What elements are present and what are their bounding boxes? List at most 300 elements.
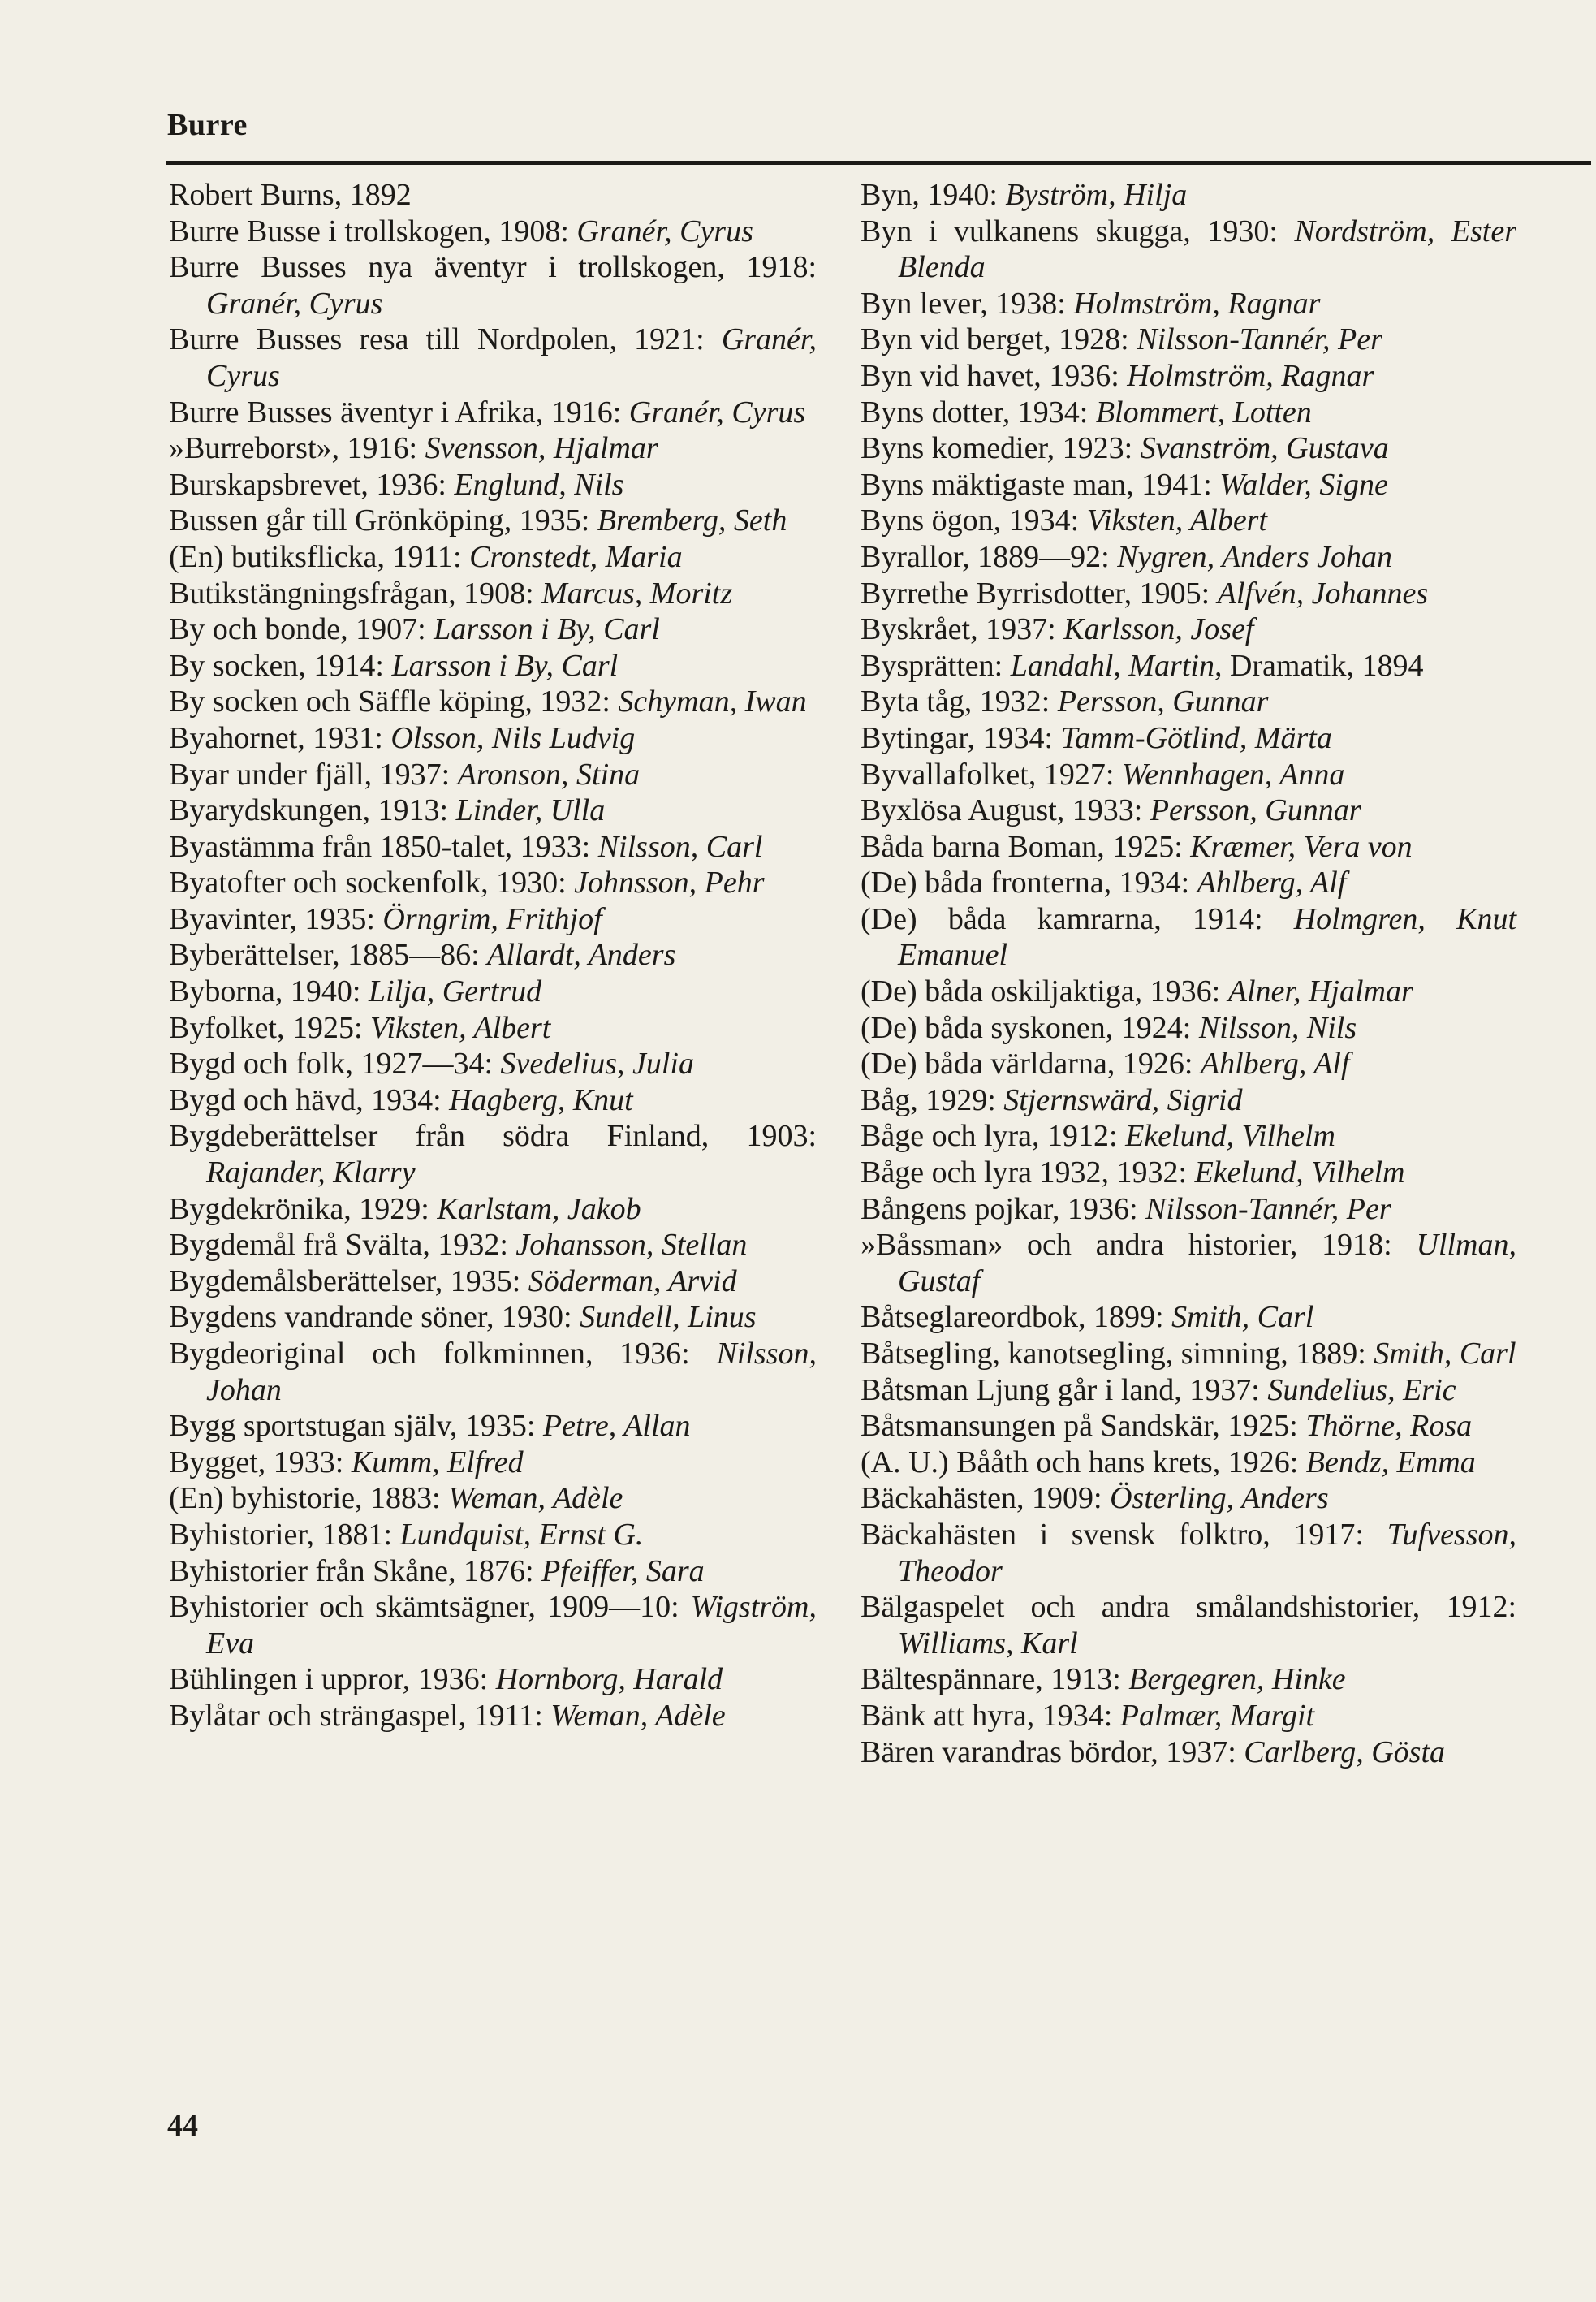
entry-year: 1911 [392, 539, 454, 574]
index-entry: Byastämma från 1850-talet, 1933: Nilsson, Carl [169, 829, 763, 864]
entry-year: 1932 [1116, 1155, 1179, 1190]
index-entry: Båge och lyra 1932, 1932: Ekelund, Vilhelm [861, 1155, 1405, 1190]
index-entry: Burskapsbrevet, 1936: Englund, Nils [169, 467, 624, 502]
entry-author: Weman, Adèle [448, 1481, 623, 1516]
entry-title: Båg [861, 1082, 911, 1117]
entry-title: Byns mäktigaste man [861, 467, 1127, 502]
entry-year: 1916 [347, 431, 409, 466]
entry-title: Byhistorier [169, 1517, 307, 1552]
entry-year: 1935 [450, 1263, 512, 1298]
entry-year: 1914 [313, 648, 376, 683]
entry-author: Marcus, Moritz [541, 576, 733, 611]
entry-author: Stjernswärd, Sigrid [1003, 1082, 1243, 1117]
index-entry: Bälgaspelet och andra smålandshistorier, 1912: Williams, Karl [861, 1590, 1516, 1661]
entry-title: (De) båda kamrarna [861, 901, 1154, 936]
entry-year: 1935 [464, 1409, 527, 1444]
index-entry: Båge och lyra, 1912: Ekelund, Vilhelm [861, 1119, 1335, 1154]
index-entry: Bänk att hyra, 1934: Palmær, Margit [861, 1698, 1315, 1733]
entry-title: »Burreborst» [169, 431, 332, 466]
entry-title: Byn i vulkanens skugga [861, 214, 1184, 248]
entry-author: Alfvén, Johannes [1217, 576, 1429, 611]
entry-author: Persson, Gunnar [1150, 793, 1361, 828]
entry-year: 1934 [1119, 866, 1181, 901]
entry-author: Örngrim, Frithjof [382, 901, 602, 936]
entry-author: Bergegren, Hinke [1128, 1662, 1346, 1697]
entry-author: Allardt, Anders [487, 938, 676, 973]
entry-title: Byhistorier från Skåne [169, 1553, 449, 1588]
entry-year: 1931 [313, 720, 375, 755]
entry-author: Nilsson-Tannér, Per [1137, 322, 1382, 357]
index-entry: (De) båda kamrarna, 1914: Holmgren, Knut Emanuel [861, 901, 1516, 973]
entry-author: Tamm-Götlind, Märta [1060, 720, 1332, 755]
index-entry: Bytingar, 1934: Tamm-Götlind, Märta [861, 720, 1332, 755]
entry-year: 1914 [1192, 901, 1254, 936]
entry-year: 1909—10 [547, 1590, 671, 1625]
entry-title: Byxlösa August [861, 793, 1057, 828]
entry-year: 1940 [927, 178, 990, 212]
entry-author: Larsson i By, Carl [434, 612, 660, 647]
entry-title: Burre Busses resa till Nordpolen [169, 322, 610, 357]
entry-author: Viksten, Albert [1086, 503, 1268, 538]
entry-author: Walder, Signe [1219, 467, 1388, 502]
entry-author: Karlstam, Jakob [437, 1191, 641, 1226]
entry-title: Byns ögon [861, 503, 994, 538]
entry-year: 1933 [520, 829, 582, 864]
entry-author: Granér, Cyrus [206, 286, 383, 321]
index-entry: Byns komedier, 1923: Svanström, Gustava [861, 431, 1389, 466]
entry-title: Bytingar [861, 720, 968, 755]
entry-year: 1936 [1150, 974, 1212, 1009]
entry-author: Kumm, Elfred [351, 1445, 524, 1479]
entry-author: Rajander, Klarry [206, 1155, 416, 1190]
entry-author: Ahlberg, Alf [1200, 1047, 1350, 1082]
entry-title: Båge och lyra [861, 1119, 1033, 1154]
entry-year: 1929 [925, 1082, 988, 1117]
entry-year: 1881 [321, 1517, 384, 1552]
index-entry: Båtsman Ljung går i land, 1937: Sundelius, Eric [861, 1372, 1456, 1407]
entry-author: Nordström, Ester Blenda [898, 214, 1516, 285]
index-entry: Byrallor, 1889—92: Nygren, Anders Johan [861, 539, 1392, 574]
entry-year: 1907 [356, 612, 418, 647]
entry-year: 1934 [982, 720, 1045, 755]
entry-author: Weman, Adèle [550, 1698, 726, 1733]
entry-author: Larsson i By, Carl [391, 648, 619, 683]
index-entry: Byborna, 1940: Lilja, Gertrud [169, 974, 542, 1009]
entry-year: 1918 [1322, 1228, 1384, 1263]
entry-year: 1892 [349, 178, 412, 212]
index-entry: (De) båda oskiljaktiga, 1936: Alner, Hjalmar [861, 974, 1413, 1009]
entry-year: 1899 [1093, 1300, 1156, 1335]
index-entry: Bussen går till Grönköping, 1935: Bremberg, Seth [169, 503, 787, 538]
entry-year: 1932 [540, 685, 602, 719]
index-entry: Byhistorier, 1881: Lundquist, Ernst G. [169, 1517, 644, 1552]
entry-year: 1934 [1008, 503, 1071, 538]
entry-title: Bygd och hävd [169, 1082, 356, 1117]
entry-title: (En) byhistorie [169, 1481, 356, 1516]
entry-author: Holmström, Ragnar [1073, 286, 1321, 321]
entry-year: 1936 [417, 1662, 480, 1697]
entry-author: Holmgren, Knut Emanuel [898, 901, 1516, 973]
index-entry: Byn lever, 1938: Holmström, Ragnar [861, 286, 1321, 321]
entry-title: Byhistorier och skämtsägner [169, 1590, 528, 1625]
entry-author: Svedelius, Julia [500, 1047, 694, 1082]
index-entry: Byns mäktigaste man, 1941: Walder, Signe [861, 467, 1388, 502]
entry-year: 1935 [519, 503, 581, 538]
index-entry: Byberättelser, 1885—86: Allardt, Anders [169, 938, 676, 973]
entry-year: 1889—92 [977, 539, 1102, 574]
entry-year: 1935 [304, 901, 367, 936]
entry-title: Byar under fjäll [169, 757, 364, 792]
index-entry: Bygdeoriginal och folkminnen, 1936: Nilsson, Johan [169, 1337, 817, 1407]
entry-year: 1933 [273, 1445, 335, 1479]
entry-title: Bygdeberättelser från södra Finland [169, 1119, 701, 1154]
entry-author: Holmström, Ragnar [1127, 358, 1374, 393]
entry-author: Olsson, Nils Ludvig [390, 720, 636, 755]
entry-author: Hagberg, Knut [449, 1082, 633, 1117]
entry-year: 1928 [1059, 322, 1121, 357]
index-entry: Byavinter, 1935: Örngrim, Frithjof [169, 901, 602, 936]
entry-title: (A. U.) Bååth och hans krets [861, 1445, 1213, 1479]
entry-year: 1925 [291, 1010, 354, 1045]
index-entry: Robert Burns, 1892 [169, 178, 412, 212]
entry-title: Båge och lyra 1932 [861, 1155, 1102, 1190]
entry-author: Smith, Carl [1374, 1337, 1516, 1371]
entry-title: Bysprätten [861, 648, 994, 683]
entry-author: Johnsson, Pehr [574, 866, 765, 901]
entry-author: Sundell, Linus [580, 1300, 757, 1335]
index-entry: (En) butiksflicka, 1911: Cronstedt, Maria [169, 539, 683, 574]
index-entry: Byfolket, 1925: Viksten, Albert [169, 1010, 551, 1045]
entry-title: Bussen går till Grönköping [169, 503, 504, 538]
index-entry: Byvallafolket, 1927: Wennhagen, Anna [861, 757, 1345, 792]
entry-title: Byrrethe Byrrisdotter [861, 576, 1124, 611]
entry-title: (De) båda oskiljaktiga [861, 974, 1135, 1009]
index-entry: Byhistorier och skämtsägner, 1909—10: Wigström, Eva [169, 1590, 817, 1661]
entry-year: 1937 [379, 757, 442, 792]
entry-suffix: Dramatik, 1894 [1222, 648, 1424, 683]
entry-year: 1911 [473, 1698, 535, 1733]
entry-title: Bygdemål frå Svälta [169, 1228, 423, 1263]
entry-year: 1930 [496, 866, 559, 901]
running-head: Burre [167, 108, 248, 142]
entry-year: 1926 [1227, 1445, 1290, 1479]
entry-title: Burre Busse i trollskogen [169, 214, 484, 248]
index-entry: Båda barna Boman, 1925: Kræmer, Vera von [861, 829, 1413, 864]
index-entry: Burre Busses resa till Nordpolen, 1921: Granér, Cyrus [169, 322, 817, 393]
entry-author: Byström, Hilja [1005, 178, 1188, 212]
entry-year: 1934 [1017, 395, 1080, 430]
entry-year: 1936 [1067, 1191, 1129, 1226]
index-entry: (De) båda syskonen, 1924: Nilsson, Nils [861, 1010, 1357, 1045]
entry-title: (De) båda syskonen [861, 1010, 1106, 1045]
index-entry: Byn vid havet, 1936: Holmström, Ragnar [861, 358, 1374, 393]
entry-title: By och bonde [169, 612, 341, 647]
entry-year: 1940 [290, 974, 352, 1009]
left-column [169, 177, 817, 1734]
entry-year: 1921 [634, 322, 697, 357]
header-rule [166, 161, 1591, 165]
entry-year: 1929 [359, 1191, 421, 1226]
page-number: 44 [167, 2109, 198, 2143]
entry-author: Wigström, Eva [206, 1590, 817, 1661]
index-entry: Byta tåg, 1932: Persson, Gunnar [861, 685, 1269, 719]
entry-author: Alner, Hjalmar [1227, 974, 1413, 1009]
entry-year: 1936 [1049, 358, 1111, 393]
index-entry: Butikstängningsfrågan, 1908: Marcus, Moritz [169, 576, 733, 611]
entry-year: 1933 [1072, 793, 1134, 828]
index-entry: Byrrethe Byrrisdotter, 1905: Alfvén, Johannes [861, 576, 1429, 611]
entry-title: Burskapsbrevet [169, 467, 361, 502]
entry-year: 1903 [746, 1119, 809, 1154]
entry-title: Robert Burns [169, 178, 334, 212]
entry-author: Blommert, Lotten [1095, 395, 1312, 430]
index-entry: Byn, 1940: Byström, Hilja [861, 178, 1188, 212]
entry-title: Bäckahästen i svensk folktro [861, 1517, 1263, 1552]
entry-author: Carlberg, Gösta [1244, 1734, 1446, 1769]
entry-title: Bälgaspelet och andra smålandshistorier [861, 1590, 1413, 1625]
index-entry: Båtsmansungen på Sandskär, 1925: Thörne, Rosa [861, 1409, 1473, 1444]
entry-title: Bären varandras bördor [861, 1734, 1151, 1769]
entry-year: 1941 [1141, 467, 1204, 502]
entry-title: Burre Busses äventyr i Afrika [169, 395, 536, 430]
entry-title: Bygdens vandrande söner [169, 1300, 487, 1335]
entry-author: Cronstedt, Maria [469, 539, 683, 574]
entry-title: By socken [169, 648, 299, 683]
entry-title: Byvallafolket [861, 757, 1029, 792]
index-entry: By socken och Säffle köping, 1932: Schyman, Iwan [169, 685, 807, 719]
entry-author: Bremberg, Seth [597, 503, 787, 538]
index-entry: Båg, 1929: Stjernswärd, Sigrid [861, 1082, 1243, 1117]
index-entry: Bygdemål frå Svälta, 1932: Johansson, Stellan [169, 1228, 748, 1263]
entry-year: 1937 [1189, 1372, 1252, 1407]
entry-year: 1876 [464, 1553, 526, 1588]
entry-year: 1923 [1062, 431, 1124, 466]
entry-author: Englund, Nils [454, 467, 624, 502]
entry-title: Byns komedier [861, 431, 1047, 466]
entry-year: 1908 [498, 214, 561, 248]
entry-author: Nilsson, Nils [1198, 1010, 1357, 1045]
entry-author: Nilsson, Johan [206, 1337, 817, 1407]
index-entry: Bygd och folk, 1927—34: Svedelius, Julia [169, 1047, 694, 1082]
index-entry: Bäckahästen, 1909: Österling, Anders [861, 1481, 1329, 1516]
index-entry: »Burreborst», 1916: Svensson, Hjalmar [169, 431, 658, 466]
entry-title: Burre Busses nya äventyr i trollskogen [169, 250, 718, 285]
entry-author: Petre, Allan [542, 1409, 691, 1444]
entry-author: Granér, Cyrus [576, 214, 753, 248]
entry-year: 1934 [371, 1082, 434, 1117]
entry-title: Byns dotter [861, 395, 1003, 430]
entry-author: Persson, Gunnar [1057, 685, 1269, 719]
entry-author: Tufvesson, Theodor [898, 1517, 1517, 1588]
entry-year: 1908 [464, 576, 526, 611]
entry-year: 1905 [1139, 576, 1201, 611]
index-entry: Bygg sportstugan själv, 1935: Petre, Allan [169, 1409, 691, 1444]
index-entry: Byarydskungen, 1913: Linder, Ulla [169, 793, 606, 828]
index-entry: Bältespännare, 1913: Bergegren, Hinke [861, 1662, 1346, 1697]
entry-title: Båtsmansungen på Sandskär [861, 1409, 1213, 1444]
index-entry: (En) byhistorie, 1883: Weman, Adèle [169, 1481, 623, 1516]
entry-author: Wennhagen, Anna [1121, 757, 1345, 792]
entry-title: Bygdemålsberättelser [169, 1263, 435, 1298]
index-entry: (De) båda fronterna, 1934: Ahlberg, Alf [861, 866, 1347, 901]
entry-title: Bänk att hyra [861, 1698, 1027, 1733]
entry-title: Bygget [169, 1445, 258, 1479]
entry-title: Båtsegling, kanotsegling, simning [861, 1337, 1281, 1371]
entry-author: Ahlberg, Alf [1197, 866, 1347, 901]
index-entry: Burre Busses nya äventyr i trollskogen, 1918: Granér, Cyrus [169, 250, 817, 321]
index-entry: Bühlingen i uppror, 1936: Hornborg, Harald [169, 1662, 723, 1697]
entry-year: 1932 [438, 1228, 500, 1263]
entry-year: 1936 [619, 1337, 682, 1371]
index-entry: Byar under fjäll, 1937: Aronson, Stina [169, 757, 641, 792]
entry-author: Thörne, Rosa [1305, 1409, 1473, 1444]
entry-title: Byberättelser [169, 938, 333, 973]
index-entry: Bygget, 1933: Kumm, Elfred [169, 1445, 524, 1479]
entry-author: Nilsson, Carl [597, 829, 763, 864]
entry-title: Bygdekrönika [169, 1191, 344, 1226]
entry-title: Byastämma från 1850-talet [169, 829, 505, 864]
entry-author: Linder, Ulla [455, 793, 606, 828]
entry-year: 1925 [1227, 1409, 1290, 1444]
index-entry: Båtseglareordbok, 1899: Smith, Carl [861, 1300, 1314, 1335]
entry-title: Båtseglareordbok [861, 1300, 1079, 1335]
entry-title: Båtsman Ljung går i land [861, 1372, 1175, 1407]
index-entry: »Båssman» och andra historier, 1918: Ullman, Gustaf [861, 1228, 1516, 1298]
index-entry: Byatofter och sockenfolk, 1930: Johnsson, Pehr [169, 866, 765, 901]
entry-title: Byskrået [861, 612, 971, 647]
index-entry: Burre Busses äventyr i Afrika, 1916: Granér, Cyrus [169, 395, 806, 430]
entry-title: Bygg sportstugan själv [169, 1409, 450, 1444]
entry-author: Svanström, Gustava [1140, 431, 1389, 466]
entry-author: Karlsson, Josef [1063, 612, 1254, 647]
entry-year: 1917 [1293, 1517, 1356, 1552]
index-entry: Bäckahästen i svensk folktro, 1917: Tufvesson, Theodor [861, 1517, 1517, 1588]
entry-author: Johansson, Stellan [515, 1228, 748, 1263]
index-entry: Byhistorier från Skåne, 1876: Pfeiffer, Sara [169, 1553, 705, 1588]
index-entry: Båtsegling, kanotsegling, simning, 1889: Smith, Carl [861, 1337, 1516, 1371]
entry-author: Schyman, Iwan [618, 685, 807, 719]
entry-year: 1885—86 [347, 938, 472, 973]
entry-year: 1912 [1047, 1119, 1110, 1154]
entry-year: 1932 [979, 685, 1042, 719]
entry-author: Söderman, Arvid [528, 1263, 737, 1298]
entry-year: 1924 [1120, 1010, 1183, 1045]
entry-title: Bältespännare [861, 1662, 1036, 1697]
entry-author: Österling, Anders [1110, 1481, 1329, 1516]
entry-title: (De) båda världarna [861, 1047, 1107, 1082]
entry-year: 1926 [1122, 1047, 1184, 1082]
index-entry: Byn i vulkanens skugga, 1930: Nordström, Ester Blenda [861, 214, 1516, 285]
entry-title: Bångens pojkar [861, 1191, 1052, 1226]
entry-year: 1936 [376, 467, 438, 502]
index-entry: Byahornet, 1931: Olsson, Nils Ludvig [169, 720, 636, 755]
entry-year: 1934 [1042, 1698, 1104, 1733]
entry-year: 1930 [502, 1300, 564, 1335]
index-entry: Byns dotter, 1934: Blommert, Lotten [861, 395, 1312, 430]
entry-title: Byn lever [861, 286, 981, 321]
index-entry: By och bonde, 1907: Larsson i By, Carl [169, 612, 660, 647]
entry-author: Aronson, Stina [457, 757, 641, 792]
entry-author: Nygren, Anders Johan [1117, 539, 1392, 574]
entry-author: Viksten, Albert [370, 1010, 551, 1045]
index-entry: (A. U.) Bååth och hans krets, 1926: Bendz, Emma [861, 1445, 1476, 1479]
index-entry: By socken, 1914: Larsson i By, Carl [169, 648, 619, 683]
index-entry: Bångens pojkar, 1936: Nilsson-Tannér, Per [861, 1191, 1391, 1226]
entry-author: Sundelius, Eric [1267, 1372, 1456, 1407]
entry-author: Granér, Cyrus [206, 322, 817, 393]
index-entry: Byskrået, 1937: Karlsson, Josef [861, 612, 1254, 647]
entry-title: Bäckahästen [861, 1481, 1017, 1516]
index-entry: (De) båda världarna, 1926: Ahlberg, Alf [861, 1047, 1350, 1082]
entry-author: Landahl, Martin, [1010, 648, 1223, 683]
entry-author: Granér, Cyrus [628, 395, 806, 430]
index-entry: Bygd och hävd, 1934: Hagberg, Knut [169, 1082, 633, 1117]
entry-author: Kræmer, Vera von [1190, 829, 1413, 864]
entry-title: Butikstängningsfrågan [169, 576, 449, 611]
entry-author: Hornborg, Harald [495, 1662, 723, 1697]
index-entry: Bygdekrönika, 1929: Karlstam, Jakob [169, 1191, 641, 1226]
entry-author: Bendz, Emma [1305, 1445, 1476, 1479]
entry-title: Byrallor [861, 539, 963, 574]
entry-title: By socken och Säffle köping [169, 685, 525, 719]
entry-author: Ullman, Gustaf [898, 1228, 1516, 1298]
entry-year: 1937 [986, 612, 1048, 647]
entry-year: 1918 [746, 250, 809, 285]
entry-title: Byborna [169, 974, 275, 1009]
index-entry: Burre Busse i trollskogen, 1908: Granér, Cyrus [169, 214, 753, 248]
entry-year: 1916 [550, 395, 613, 430]
entry-title: Byta tåg [861, 685, 964, 719]
entry-title: Bühlingen i uppror [169, 1662, 403, 1697]
entry-author: Palmær, Margit [1119, 1698, 1315, 1733]
entry-author: Pfeiffer, Sara [541, 1553, 705, 1588]
entry-author: Smith, Carl [1171, 1300, 1314, 1335]
entry-title: Bylåtar och strängaspel [169, 1698, 459, 1733]
entry-title: (De) båda fronterna [861, 866, 1104, 901]
entry-title: Byn vid havet [861, 358, 1034, 393]
entry-year: 1912 [1446, 1590, 1508, 1625]
entry-title: Byn [861, 178, 912, 212]
entry-author: Lundquist, Ernst G. [399, 1517, 644, 1552]
entry-year: 1927 [1043, 757, 1106, 792]
entry-title: Byatofter och sockenfolk [169, 866, 481, 901]
index-entry: Bysprätten: Landahl, Martin, Dramatik, 1894 [861, 648, 1424, 683]
entry-title: Byahornet [169, 720, 298, 755]
index-entry: Bylåtar och strängaspel, 1911: Weman, Adèle [169, 1698, 726, 1733]
index-entry: Byxlösa August, 1933: Persson, Gunnar [861, 793, 1361, 828]
entry-author: Ekelund, Vilhelm [1194, 1155, 1405, 1190]
entry-title: Bygd och folk [169, 1047, 346, 1082]
entry-year: 1913 [1050, 1662, 1113, 1697]
entry-year: 1883 [370, 1481, 433, 1516]
right-column [861, 177, 1516, 1770]
entry-title: Båda barna Boman [861, 829, 1098, 864]
entry-title: Byfolket [169, 1010, 277, 1045]
entry-year: 1937 [1166, 1734, 1228, 1769]
index-entry: Bygdeberättelser från södra Finland, 1903: Rajander, Klarry [169, 1119, 817, 1190]
entry-year: 1909 [1032, 1481, 1094, 1516]
entry-year: 1930 [1207, 214, 1270, 248]
entry-author: Ekelund, Vilhelm [1125, 1119, 1335, 1154]
entry-year: 1889 [1296, 1337, 1358, 1371]
entry-year: 1927—34 [360, 1047, 485, 1082]
entry-author: Svensson, Hjalmar [425, 431, 658, 466]
entry-year: 1913 [377, 793, 440, 828]
index-entry: Bygdens vandrande söner, 1930: Sundell, Linus [169, 1300, 757, 1335]
index-entry: Bygdemålsberättelser, 1935: Söderman, Arvid [169, 1263, 737, 1298]
entry-title: Byarydskungen [169, 793, 363, 828]
entry-title: »Båssman» och andra historier [861, 1228, 1290, 1263]
